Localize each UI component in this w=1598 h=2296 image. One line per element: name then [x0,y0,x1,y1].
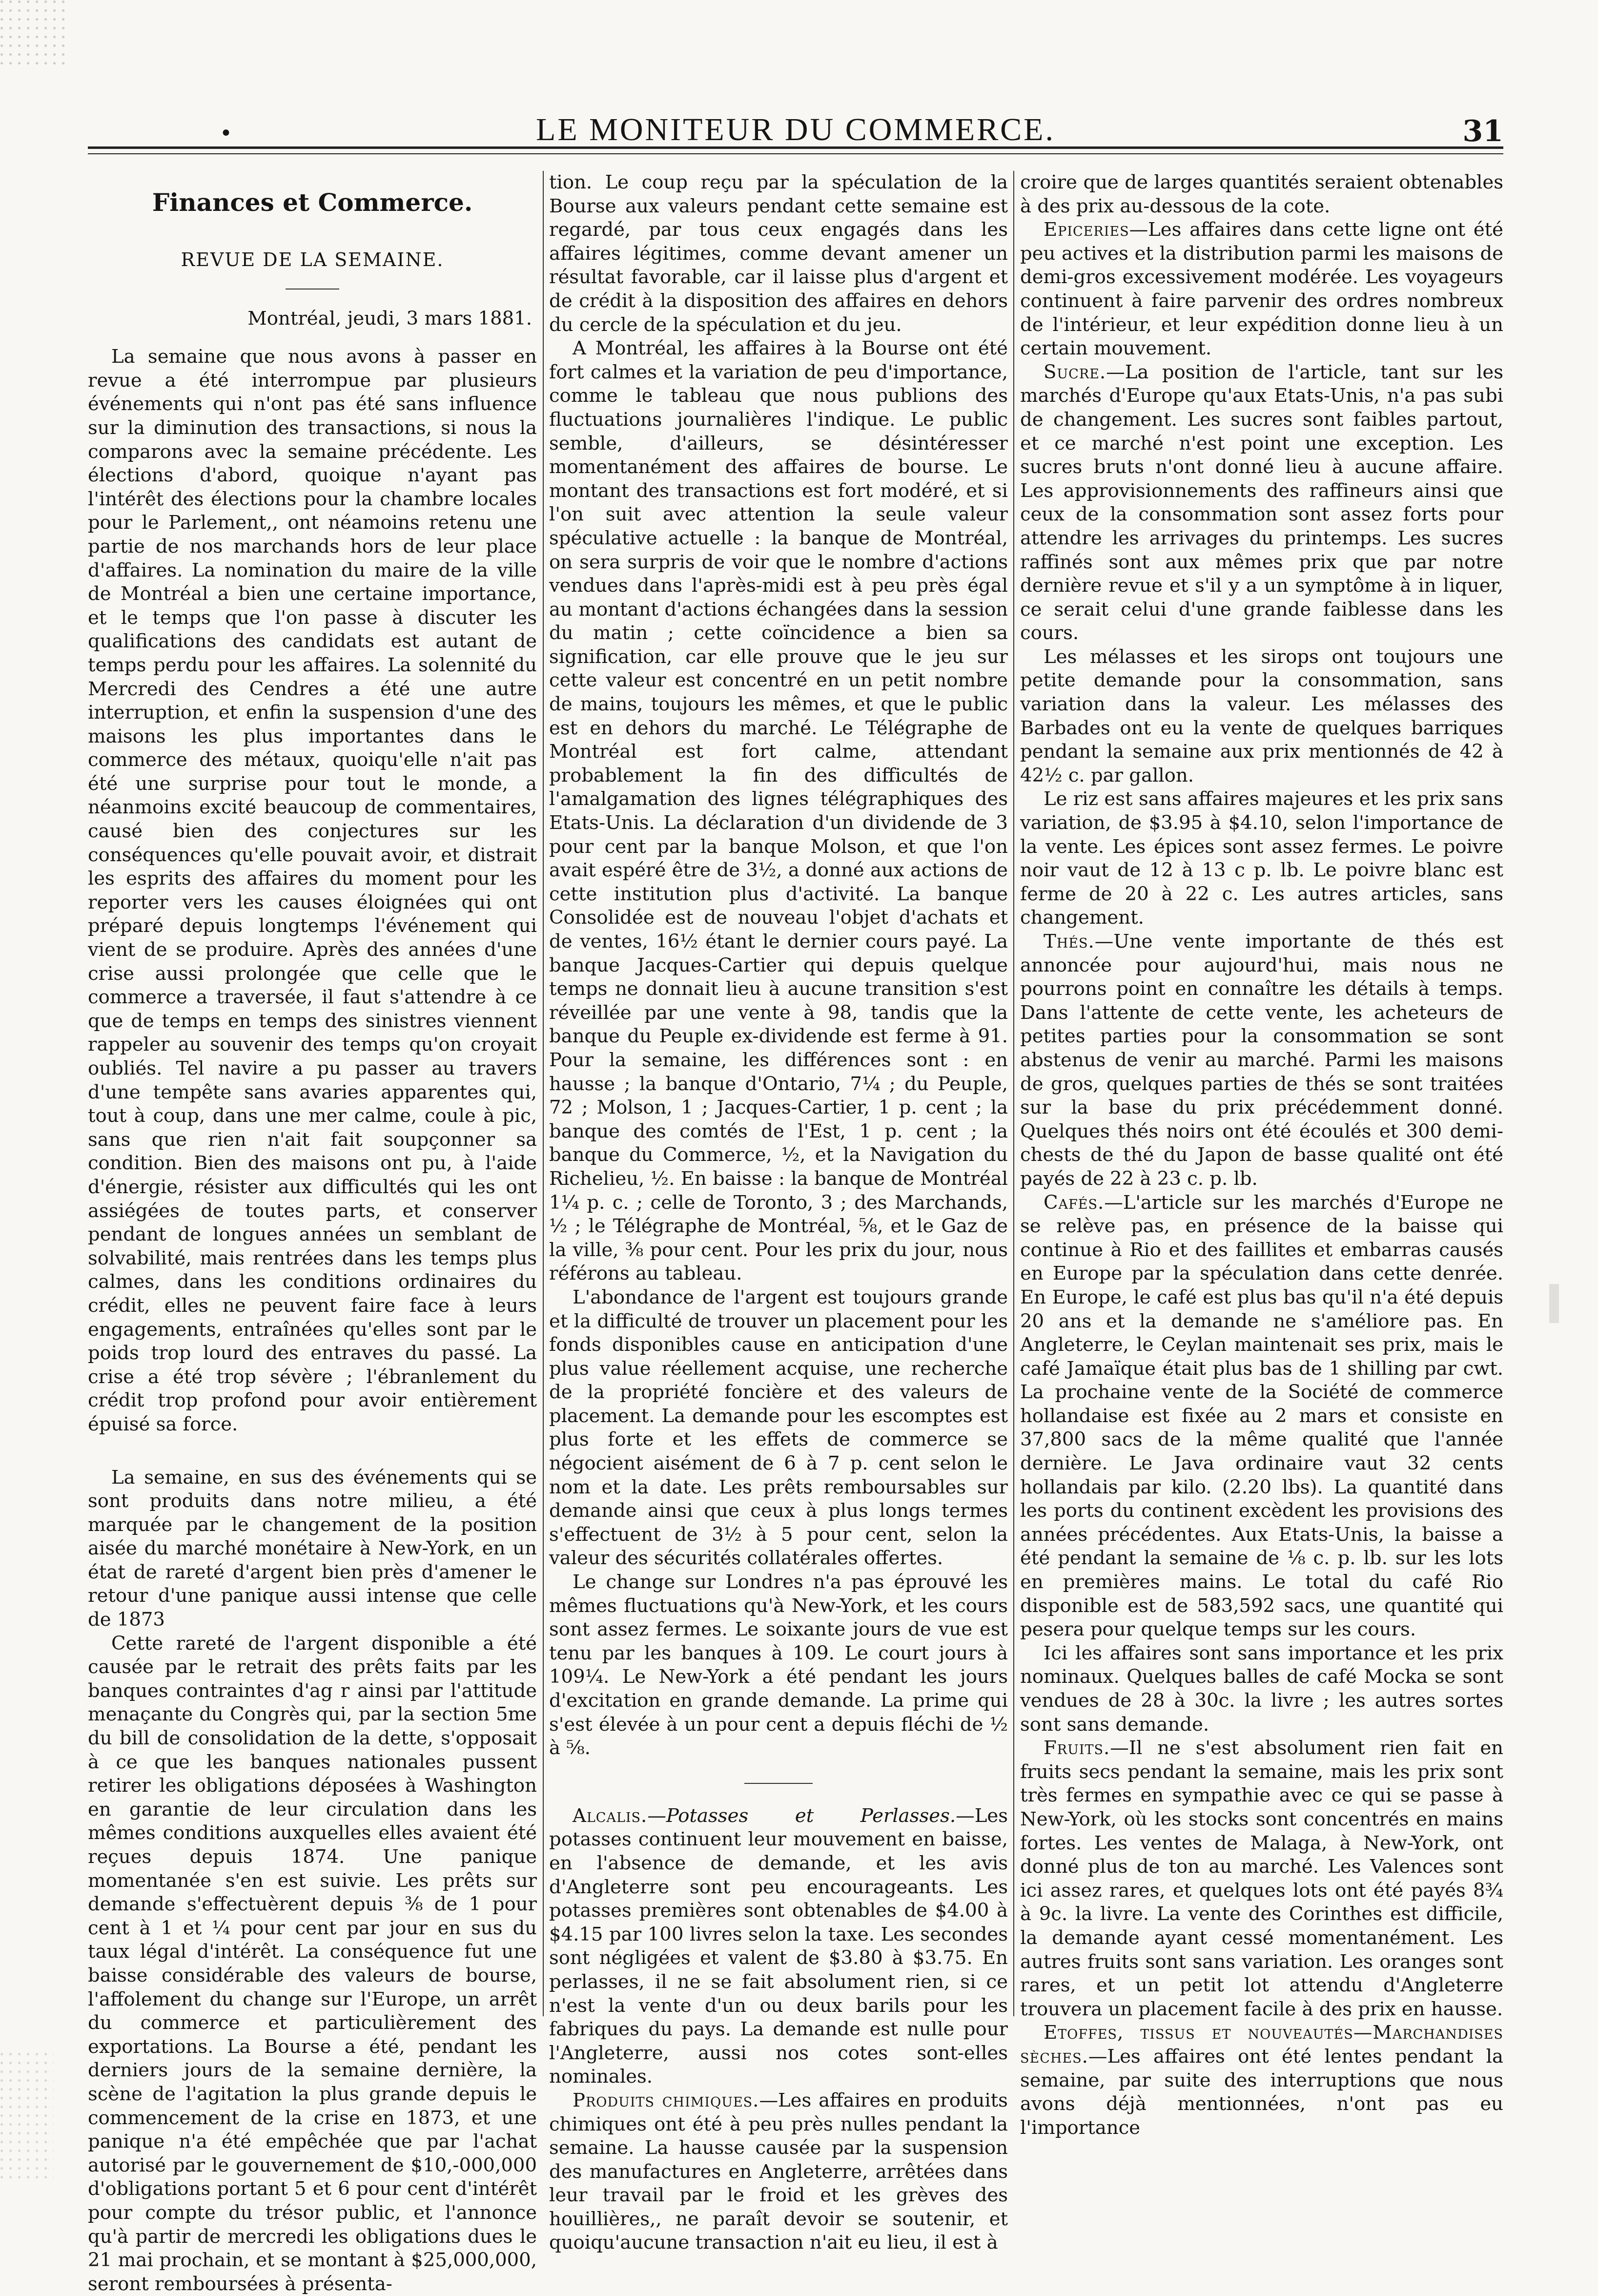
column-divider-1 [543,171,544,2016]
section-label: Alcalis. [573,1804,648,1827]
page-number: 31 [1462,114,1503,148]
scan-artifact-bottom [0,2052,54,2179]
paragraph: L'abondance de l'argent est toujours grande et la difficulté de trouver un placement pour les fonds disponibles cause en anticipation d'une plus value réellement acquise, une recherche de la propriété foncière et des valeurs de placement. La demande pour les escomptes est plus forte et les effets de commerce se négocient aisément de 6 à 7 p. cent selon le nom et la date. Les prêts remboursables sur demande ainsi que ceux à plus longs termes s'effectuent de 3½ à 5 pour cent, selon la valeur des sécurités collatérales offertes. [549,1286,1008,1570]
paper-stain [1549,1284,1559,1323]
dateline: Montréal, jeudi, 3 mars 1881. [247,307,532,330]
section-text: —Les affaires en produits chimiques ont été à peu près nulles pendant la semaine. La hausse causée par la suspension des manufactures en Angleterre, arrêtées dans leur travail par le froid et les grèves des houillières,, ne paraît devoir se soutenir, et quoiqu'aucune transaction n'ait eu lieu, il est à [549,2089,1008,2254]
paragraph: La semaine que nous avons à passer en revue a été interrompue par plusieurs événements qui n'ont pas été sans influence sur la diminution des transactions, si nous la comparons avec la semaine précédente. Les élections d'abord, quoique n'ayant pas l'intérêt des élections pour la chambre locales pour le Parlement,, ont néamoins retenu une partie de nos marchands hors de leur place d'affaires. La nomination du maire de la ville de Montréal a bien une certaine importance, et le temps que l'on passe à discuter les qualifications des candidats est autant de temps perdu pour les affaires. La solennité du Mercredi des Cendres a été une autre interruption, et enfin la suspension d'une des maisons les plus importantes dans le commerce des métaux, quoiqu'elle n'ait pas été une surprise pour tout le monde, a néanmoins excité beaucoup de commentaires, causé bien des conjectures sur les conséquences qu'elle pouvait avoir, et distrait les esprits des affaires du moment pour les reporter vers les causes éloignées qui ont préparé depuis longtemps l'événement qui vient de se produire. Après des années d'une crise aussi prolongée que celle que le commerce a traversée, il faut s'attendre à ce que de temps en temps des sinistres viennent rappeler au souvenir des temps qu'on croyait oubliés. Tel navire a pu passer au travers d'une tempête sans avaries apparentes qui, tout à coup, dans une mer calme, coule à pic, sans que rien n'ait fait soupçonner sa condition. Bien des maisons ont pu, à l'aide d'énergie, résister aux difficultés qui les ont assiégées de toutes parts, et conserver pendant de longues années un semblant de solvabilité, mais rentrées dans les temps plus calmes, dans les conditions ordinaires du crédit, elles ne peuvent faire face à leurs engagements, entraînées qu'elles sont par le poids trop lourd des entraves du passé. La crise a été trop sévère ; l'ébranlement du crédit trop profond pour avoir entièrement épuisé sa force. [88,346,537,1435]
section-label: Fruits. [1044,1737,1110,1759]
market-section-alcalis [549,1804,1008,2089]
column-2 [549,171,1008,2254]
section-label: Sucre. [1044,361,1106,383]
section-label: Cafés. [1044,1191,1105,1214]
market-section-epiceries [1020,218,1503,361]
paragraph: Ici les affaires sont sans importance et les prix nominaux. Quelques balles de café Mocka se sont vendues de 28 à 30c. la livre ; les autres sortes sont sans demande. [1020,1642,1503,1736]
section-label: Produits chimiques. [573,2089,759,2111]
paragraph: Le change sur Londres n'a pas éprouvé les mêmes fluctuations qu'à New-York, et les cours sont assez fermes. Le soixante jours de vue est tenu par les banques à 109. Le court jours à 109¼. Le New-York a été pendant les jours d'excitation en grande demande. La prime qui s'est élevée à un pour cent a depuis fléchi de ½ à ⅝. [549,1571,1008,1759]
market-section-cafes [1020,1191,1503,1642]
column-1 [88,171,537,2295]
paragraph: croire que de larges quantités seraient obtenables à des prix au-dessous de la cote. [1020,171,1503,217]
section-label: Epiceries [1044,219,1129,241]
section-text: —Il ne s'est absolument rien fait en fruits secs pendant la semaine, mais les prix sont très fermes en sympathie avec ce qui se passe à New-York, où les stocks sont concentrés en mains fortes. Les ventes de Malaga, à New-York, ont donné plus de ton au marché. Les Valences sont ici assez rares, et quelques lots ont été payés 8¾ à 9c. la livre. La vente des Corinthes est difficile, la demande ayant cessé momentanément. Les autres fruits sont sans variation. Les oranges sont rares, et un petit lot attendu d'Angleterre trouvera un placement facile à des prix en hausse. [1020,1737,1503,2020]
section-divider [744,1783,813,1784]
section-label: Etoffes, tissus et nouveautés—Marchandises sèches. [1020,2022,1503,2068]
column-3 [1020,171,1503,2139]
newspaper-title: LE MONITEUR DU COMMERCE. [536,112,1055,147]
paragraph-gap [88,1437,537,1466]
section-text: —Les potasses continuent leur mouvement en baisse, en l'absence de demande, et les avis d'Angleterre sont peu encourageants. Les potasses premières sont obtenables de $4.00 à $4.15 par 100 livres selon la taxe. Les secondes sont négligées et valent de $3.80 à $3.75. En perlasses, il ne se fait absolument rien, si ce n'est la vente d'un ou deux barils pour les fabriques du pays. La demande est nulle pour l'Angleterre, aussi nos cotes sont-elles nominales. [549,1804,1008,2088]
masthead-bullet: • [220,121,232,146]
title-rule [286,289,339,290]
market-section-fruits [1020,1737,1503,2021]
market-section-produits [549,2089,1008,2255]
paragraph: tion. Le coup reçu par la spéculation de la Bourse aux valeurs pendant cette semaine est regardé, par tous ceux engagés dans les affaires légitimes, comme devant amener un résultat favorable, car il laisse plus d'argent et de crédit à la disposition des affaires en dehors du cercle de la spéculation et du jeu. [549,171,1008,336]
column-divider-2 [1013,171,1014,2016]
section-text: —Les affaires dans cette ligne ont été peu actives et la distribution parmi les maisons de demi-gros excessivement modérée. Les voyageurs continuent à faire parvenir des ordres nombreux de l'intérieur, et leur expédition donne lieu à un certain mouvement. [1020,219,1503,360]
market-section-thes [1020,930,1503,1191]
section-text: —La position de l'article, tant sur les marchés d'Europe qu'aux Etats-Unis, n'a pas subi de changement. Les sucres sont faibles partout, et ce marché n'est point une exception. Les sucres bruts n'ont donné lieu à aucune affaire. Les approvisionnements des raffineurs ainsi que ceux de la consommation sont assez forts pour attendre les arrivages du printemps. Les sucres raffinés sont aux mêmes prix que par notre dernière revue et s'il y a un symptôme à in liquer, ce serait celui d'une grande faiblesse dans les cours. [1020,361,1503,644]
section-text: —Une vente importante de thés est annoncée pour aujourd'hui, mais nous ne pourrons point en connaître les détails à temps. Dans l'attente de cette vente, les acheteurs de petites parties pour la consommation se sont abstenus de venir au marché. Parmi les maisons de gros, quelques parties de thés se sont traitées sur la base du prix précédemment donné. Quelques thés noirs ont été écoulés et 300 demi-chests de thé du Japon de basse qualité ont été payés de 22 à 23 c. p. lb. [1020,931,1503,1190]
article-title: REVUE DE LA SEMAINE. [181,249,444,270]
paragraph: La semaine, en sus des événements qui se sont produits dans notre milieu, a été marquée par le changement de la position aisée du marché monétaire à New-York, en un état de rareté d'argent bien près d'amener le retour d'une panique aussi intense que celle de 1873 [88,1466,537,1631]
section-label: Thés. [1044,931,1095,952]
header-rule-thin [88,153,1503,154]
section-sublabel: —Potasses et Perlasses. [647,1804,956,1827]
paragraph: Le riz est sans affaires majeures et les prix sans variation, de $3.95 à $4.10, selon l'importance de la vente. Les épices sont assez fermes. Le poivre noir vaut de 12 à 13 c p. lb. Le poivre blanc est ferme de 20 à 22 c. Les autres articles, sans changement. [1020,788,1503,929]
section-text: —Les affaires ont été lentes pendant la semaine, par suite des interruptions que nous avons déjà mentionnées, n'ont pas eu l'importance [1020,2045,1503,2139]
section-title: Finances et Commerce. [152,188,473,217]
header-rule [88,146,1503,149]
scan-artifact-top [0,0,68,68]
market-section-sucre [1020,361,1503,645]
section-text: —L'article sur les marchés d'Europe ne se relève pas, en présence de la baisse qui continue à Rio et des faillites et embarras causés en Europe par la spéculation dans cette denrée. En Europe, le café est plus bas qu'il n'a été depuis 20 ans et la demande ne s'améliore pas. En Angleterre, le Ceylan maintenait ses prix, mais le café Jamaïque était plus bas de 1 shilling par cwt. La prochaine vente de la Société de commerce hollandaise est fixée au 2 mars et consiste en 37,800 sacs de la même qualité que l'année dernière. Le Java ordinaire vaut 32 cents hollandais par kilo. (2.20 lbs). La quantité dans les ports du continent excèdent les provisions des années précédentes. Aux Etats-Unis, la baisse a été pendant la semaine de ⅛ c. p. lb. sur les lots en premières mains. Le total du café Rio disponible est de 583,592 sacs, une quantité qui pesera pour quelque temps sur les cours. [1020,1191,1503,1641]
paragraph: A Montréal, les affaires à la Bourse ont été fort calmes et la variation de peu d'importance, comme le tableau que nous publions des fluctuations journalières l'indique. Le public semble, d'ailleurs, se désintéresser momentanément des affaires de bourse. Le montant des transactions est fort modéré, et si l'on suit avec attention la seule valeur spéculative actuelle : la banque de Montréal, on sera surpris de voir que le nombre d'actions vendues dans l'après-midi est à peu près égal au montant d'actions échangées dans la session du matin ; cette coïncidence a bien sa signification, car elle prouve que le jeu sur cette valeur est concentré en un petit nombre de mains, toujours les mêmes, et que le public est en dehors du marché. Le Télégraphe de Montréal est fort calme, attendant probablement la fin des difficultés de l'amalgamation des lignes télégraphiques des Etats-Unis. La déclaration d'un dividende de 3 pour cent par la banque Molson, et que l'on avait espéré être de 3½, a donné aux actions de cette institution plus d'activité. La banque Consolidée est de nouveau l'objet d'achats et de ventes, 16½ étant le dernier cours payé. La banque Jacques-Cartier qui depuis quelque temps ne donnait lieu à aucune transition s'est réveillée par une vente à 98, tandis que la banque du Peuple ex-dividende est ferme à 91. Pour la semaine, les différences sont : en hausse ; la banque d'Ontario, 7¼ ; du Peuple, 72 ; Molson, 1 ; Jacques-Cartier, 1 p. cent ; la banque des comtés de l'Est, 1 p. cent ; la banque du Commerce, ½, et la Navigation du Richelieu, ½. En baisse : la banque de Montréal 1¼ p. c. ; celle de Toronto, 3 ; des Marchands, ½ ; le Télégraphe de Montréal, ⅝, et le Gaz de la ville, ⅜ pour cent. Pour les prix du jour, nous référons au tableau. [549,337,1008,1285]
masthead [88,111,1503,150]
paragraph: Cette rareté de l'argent disponible a été causée par le retrait des prêts faits par les banques contraintes d'ag r ainsi par l'attitude menaçante du Congrès qui, par la section 5me du bill de consolidation de la dette, s'opposait à ce que les banques nationales pussent retirer les obligations déposées à Washington en garantie de leur circulation dans les mêmes conditions auxquelles elles avaient été reçues depuis 1874. Une panique momentanée s'en est suivie. Les prêts sur demande s'effectuèrent depuis ⅜ de 1 pour cent à 1 et ¼ pour cent par jour en sus du taux légal d'intérêt. La conséquence fut une baisse considérable des valeurs de bourse, l'affolement du change sur l'Europe, un arrêt du commerce et particulièrement des exportations. La Bourse a été, pendant les derniers jours de la semaine dernière, la scène de l'agitation la plus grande depuis le commencement de la crise en 1873, et une panique n'a été empêchée que par l'achat autorisé par le gouvernement de $10,-000,000 d'obligations portant 5 et 6 pour cent d'intérêt pour compte du trésor public, et l'annonce qu'à partir de mercredi les obligations dues le 21 mai prochain, et se montant à $25,000,000, seront remboursées à présenta- [88,1632,537,2295]
market-section-etoffes [1020,2021,1503,2140]
paragraph: Les mélasses et les sirops ont toujours une petite demande pour la consommation, sans variation dans la valeur. Les mélasses des Barbades ont eu la vente de quelques barriques pendant la semaine aux prix mentionnés de 42 à 42½ c. par gallon. [1020,645,1503,786]
